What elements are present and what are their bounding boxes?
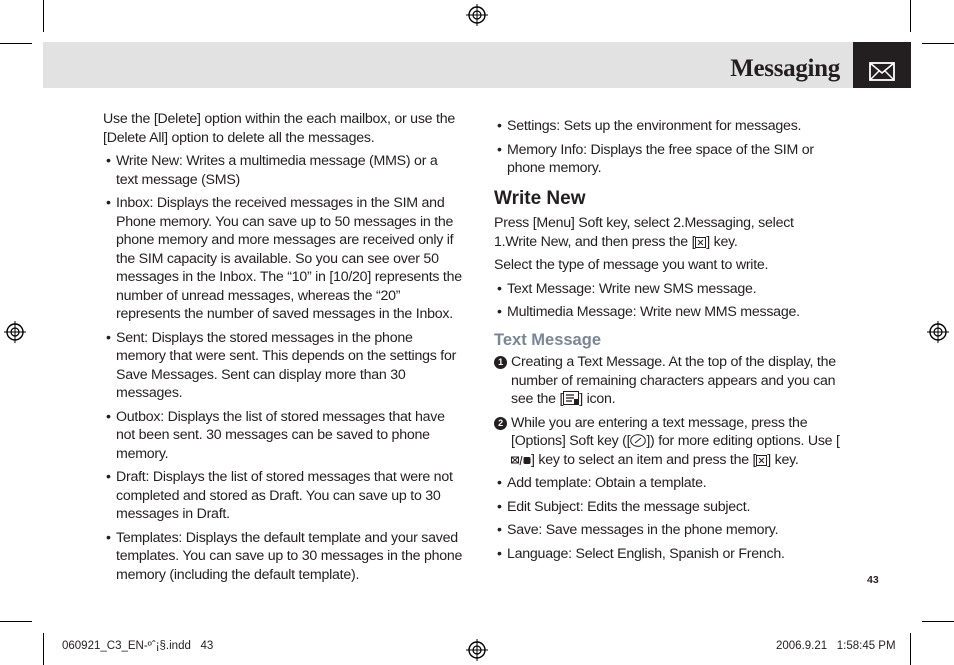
- envelope-icon: [853, 42, 911, 88]
- list-item: • Text Message: Write new SMS message.: [497, 280, 757, 297]
- registration-mark-icon: [927, 321, 949, 343]
- list-item: • Save: Save messages in the phone memory.: [497, 522, 779, 538]
- list-item: • Templates: Displays the default template and your saved templates. You can save up to 30 messages in the phone memory (including the default template).: [106, 529, 463, 583]
- list-item: • Language: Select English, Spanish or French.: [497, 545, 785, 562]
- page-title: Messaging: [730, 55, 840, 82]
- numbered-step: 2 While you are entering a text message, press the [Options] Soft key ([ ]) for more editing options. Use [] key to select an item and press the [ ] key.: [494, 414, 840, 470]
- soft-key-icon: [630, 434, 646, 447]
- section-heading-text-message: Text Message: [494, 330, 601, 349]
- crop-mark: [0, 621, 32, 622]
- list-item: • Add template: Obtain a template.: [497, 475, 707, 491]
- section-heading-write-new: Write New: [494, 187, 586, 209]
- list-item: • Memory Info: Displays the free space of the SIM or phone memory.: [497, 141, 814, 176]
- crop-mark: [43, 633, 44, 665]
- crop-mark: [922, 621, 954, 622]
- write-new-paragraph: Press [Menu] Soft key, select 2.Messaging, select 1.Write New, and then press the [ ] key.: [494, 215, 794, 250]
- footer-timestamp: 2006.9.21 1:58:45 PM: [776, 640, 896, 652]
- step-number-badge: 1: [494, 356, 507, 369]
- crop-mark: [910, 633, 911, 665]
- header-icon-box: [853, 42, 911, 88]
- left-column: [103, 110, 463, 589]
- write-new-paragraph: Select the type of message you want to write.: [494, 257, 769, 273]
- ok-key-icon: [695, 237, 706, 248]
- list-item: • Multimedia Message: Write new MMS message.: [497, 304, 800, 320]
- list-item: • Sent: Displays the stored messages in the phone memory that were sent. This depends on the settings for Save Messages. Sent can display more than 30 messages.: [106, 329, 457, 401]
- ok-key-icon: [756, 455, 767, 466]
- crop-mark: [0, 43, 32, 44]
- crop-mark: [43, 0, 44, 32]
- list-item: • Draft: Displays the list of stored messages that were not completed and stored as Draft. You can save up to 30 messages in Draft.: [106, 469, 453, 522]
- intro-paragraph: Use the [Delete] option within the each mailbox, or use the [Delete All] option to delete all the messages.: [103, 111, 455, 146]
- list-item: • Inbox: Displays the received messages in the SIM and Phone memory. You can save up to 50 messages in the phone memory and more messages are received only if the SIM capacity is available. So you can see over 50 messages in the Inbox. The “10” in [10/20] represents the number of unread messages, whereas the “20” represents the number of saved messages in the Inbox.: [106, 195, 462, 322]
- navigation-key-icon: [511, 455, 531, 466]
- page-number: 43: [867, 574, 879, 586]
- registration-mark-icon: [466, 639, 488, 661]
- message-count-icon: [563, 391, 579, 405]
- crop-mark: [910, 0, 911, 32]
- list-item: • Write New: Writes a multimedia message (MMS) or a text message (SMS): [106, 153, 438, 188]
- numbered-step: 1 Creating a Text Message. At the top of the display, the number of remaining characters appears and you can see the [ ] icon.: [494, 353, 840, 409]
- list-item: • Edit Subject: Edits the message subject.: [497, 498, 751, 515]
- list-item: • Outbox: Displays the list of stored messages that have not been sent. 30 messages can be saved to phone memory.: [106, 408, 445, 462]
- right-column: [494, 117, 840, 568]
- footer-file-name: 060921_C3_EN-ºˆ¡§.indd 43: [62, 640, 214, 652]
- registration-mark-icon: [4, 321, 26, 343]
- crop-mark: [922, 43, 954, 44]
- list-item: • Settings: Sets up the environment for messages.: [497, 118, 802, 134]
- step-number-badge: 2: [494, 417, 507, 430]
- registration-mark-icon: [466, 4, 488, 26]
